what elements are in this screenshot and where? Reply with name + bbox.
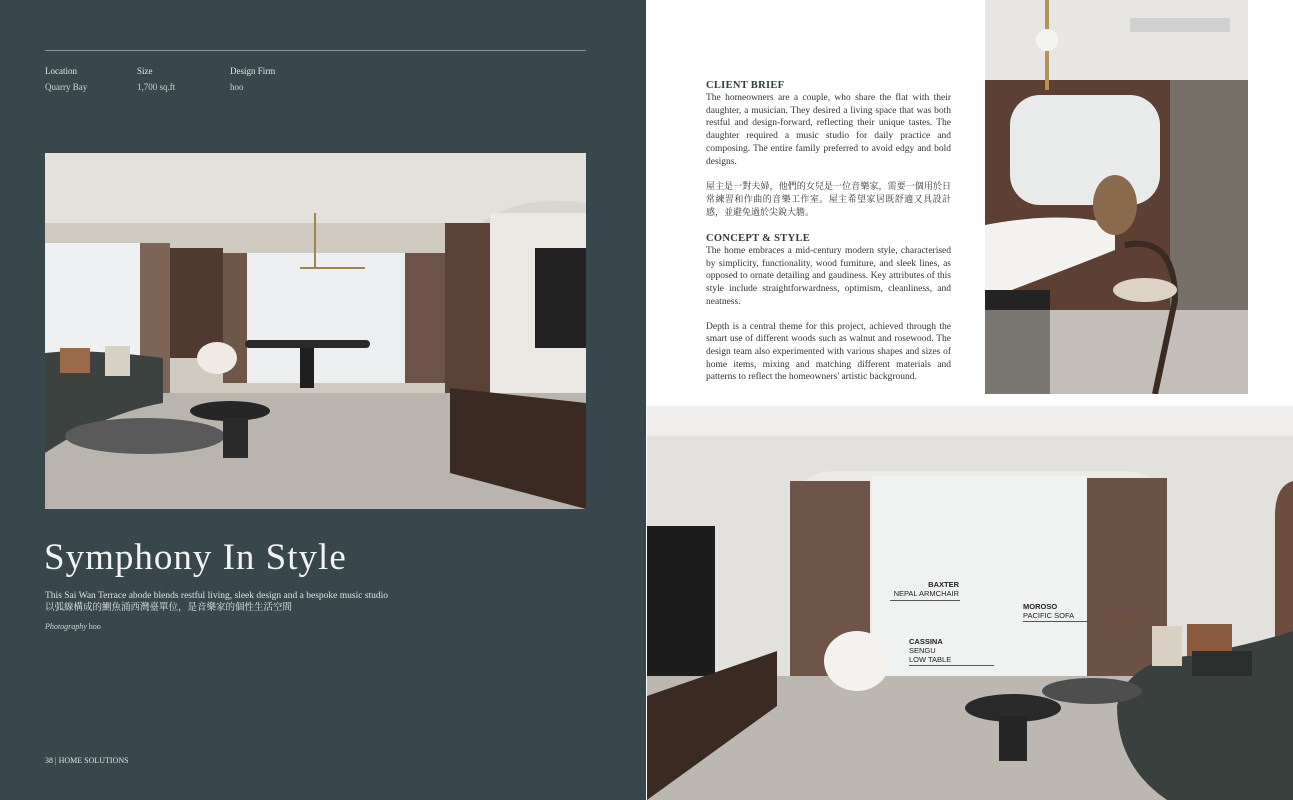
living-room-photo [45, 153, 586, 509]
page-folio: 38 | HOME SOLUTIONS [45, 756, 129, 765]
photo-credit-name: hoo [88, 622, 101, 631]
photo-credit-label: Photography [45, 622, 87, 631]
lounge-photo [647, 406, 1293, 800]
meta-size [137, 63, 175, 95]
concept-paragraph-1: The home embraces a mid-century modern style, characterised by simplicity, functionality, wood furniture, and sleek lines, as opposed to ornate detailing and gaudiness. Key attributes of this style include straightforwardness, optimism, cleanliness, and neatness. [706, 246, 951, 307]
size-label: Size [137, 66, 153, 76]
concept-section [706, 233, 951, 384]
concept-heading: CONCEPT & STYLE [706, 233, 811, 244]
photo-credit [45, 622, 101, 631]
client-brief-heading: CLIENT BRIEF [706, 80, 785, 91]
article-title: Symphony In Style [44, 537, 347, 578]
callout-baxter [890, 580, 959, 598]
callout-cassina-item1: SENGU [909, 646, 936, 655]
callout-cassina-leader [909, 665, 994, 666]
client-brief-section [706, 80, 951, 218]
callout-baxter-leader [890, 600, 960, 601]
firm-label: Design Firm [230, 66, 276, 76]
callout-cassina-item2: LOW TABLE [909, 655, 952, 664]
callout-moroso-item: PACIFIC SOFA [1023, 611, 1075, 620]
dining-room-photo [985, 0, 1248, 394]
callout-cassina-brand: CASSINA [909, 637, 943, 646]
article-subtitle-en: This Sai Wan Terrace abode blends restful living, sleek design and a bespoke music studio [45, 591, 389, 601]
callout-moroso-leader [1023, 621, 1133, 622]
callout-baxter-brand: BAXTER [928, 580, 959, 589]
client-brief-zh: 屋主是一對夫婦，他們的女兒是一位音樂家，需要一個用於日常練習和作曲的音樂工作室。屋主希望家居既舒適又具設計感，並避免過於尖銳大膽。 [706, 181, 951, 217]
left-page [0, 0, 646, 800]
location-value: Quarry Bay [45, 82, 88, 92]
client-brief-en: The homeowners are a couple, who share the flat with their daughter, a musician. They desired a living space that was both restful and design-forward, reflecting their unique tastes. The daughter required a music studio for daily practice and composing. The entire family preferred to avoid edgy and bold designs. [706, 93, 951, 167]
size-value: 1,700 sq.ft [137, 82, 176, 92]
callout-cassina [909, 637, 951, 664]
divider-rule [45, 50, 586, 51]
callout-baxter-item: NEPAL ARMCHAIR [893, 589, 959, 598]
meta-firm [230, 63, 275, 95]
meta-location [45, 63, 87, 95]
concept-paragraph-2: Depth is a central theme for this project, achieved through the smart use of different woods such as walnut and rosewood. The design team also experimented with various shapes and sizes of home items, mixing and matching different materials and patterns to reflect the homeowners' artistic background. [706, 321, 951, 383]
callout-moroso [1023, 602, 1074, 620]
location-label: Location [45, 66, 77, 76]
firm-value: hoo [230, 82, 244, 92]
article-subtitle-zh: 以弧線構成的鰂魚涌西灣臺單位，是音樂家的個性生活空間 [45, 603, 293, 613]
callout-moroso-brand: MOROSO [1023, 602, 1058, 611]
